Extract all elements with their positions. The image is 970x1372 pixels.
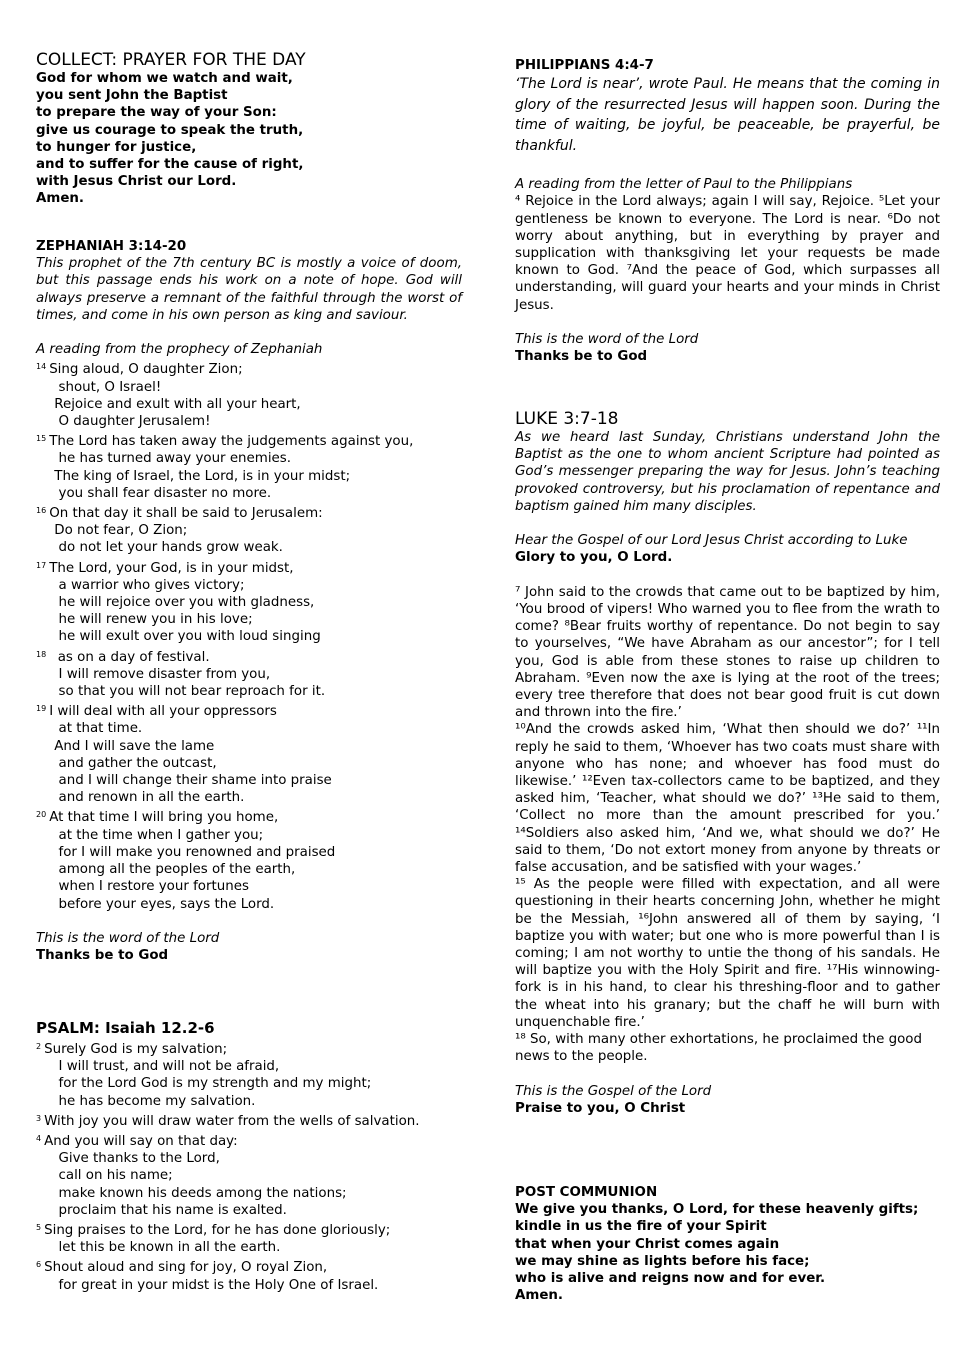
verse-line [36,1093,466,1110]
verse-text: On that day it shall be said to Jerusalem: [49,506,323,522]
verse-line [36,557,462,577]
verse-text: The king of Israel, the Lord, is in your midst; [50,468,351,484]
verse-text: for I will make you renowned and praised [50,844,336,860]
verse-text: he will exult over you with loud singing [50,629,321,645]
zephaniah-intro: This prophet of the 7th century BC is mostly a voice of doom, but this passage ends his work on a note of hope. God will always preserve a remnant of the faithful through the worst of times, and come in his own person as king and saviour. [36,256,462,323]
verse-text: as on a day of festival. [49,649,210,665]
collect-line: you sent John the Baptist [36,88,228,104]
verse-number: 5 [36,1223,42,1233]
luke-reading-response: Glory to you, O Lord. [515,550,673,566]
verse-number: 4 [36,1134,42,1144]
verse-line [36,1110,466,1130]
philippians-section [515,57,940,365]
verse-line [36,430,462,450]
verse-text: proclaim that his name is exalted. [50,1202,287,1218]
post-communion-line: who is alive and reigns now and for ever. [515,1271,826,1287]
verse-line [36,700,462,720]
verse-line [36,1075,466,1092]
zephaniah-response: Thanks be to God [36,948,169,964]
philippians-reading-intro: A reading from the letter of Paul to the Philippians [515,177,853,193]
verse-text: before your eyes, says the Lord. [50,896,275,912]
verse-text: he will rejoice over you with gladness, [50,595,315,611]
verse-line [36,738,462,755]
verse-line [36,450,462,467]
post-communion-section [515,1184,940,1304]
philippians-title: PHILIPPIANS 4:4-7 [515,58,654,73]
verse-text: At that time I will bring you home, [49,810,279,826]
luke-paragraph: ⁷ John said to the crowds that came out to be baptized by him, ‘You brood of vipers! Who warned you to flee from the wrath to come? ⁸Bear fruits worthy of repentance. Do not begin to say to yourselves, “We have Abraham as our ancestor”; for I tell you, God is able from these stones to raise up children to Abraham. ⁹Even now the axe is lying at the root of the trees; every tree therefore that does not bear good fruit is cut down and thrown into the fire.’ [515,584,940,721]
verse-line [36,1239,466,1256]
collect-line: to prepare the way of your Son: [36,105,277,121]
verse-text: And you will say on that day: [44,1134,238,1150]
collect-line: and to suffer for the cause of right, [36,157,304,173]
verse-line [36,1130,466,1150]
post-communion-text [515,1201,940,1304]
verse-line [36,1185,466,1202]
verse-number: 2 [36,1042,42,1051]
verse-text: Rejoice and exult with all your heart, [50,396,301,412]
verse-number: 3 [36,1113,42,1123]
post-communion-line: that when your Christ comes again [515,1236,780,1252]
zephaniah-section [36,238,462,964]
luke-closing: This is the Gospel of the Lord [515,1083,712,1099]
verse-line [36,720,462,737]
verse-text: among all the peoples of the earth, [50,862,296,878]
verse-line [36,413,462,430]
verse-number: 17 [36,560,47,570]
zephaniah-text [36,358,462,912]
zephaniah-title: ZEPHANIAH 3:14-20 [36,239,187,254]
verse-text: let this be known in all the earth. [50,1240,281,1256]
verse-text: and renown in all the earth. [50,790,245,806]
collect-line: to hunger for justice, [36,139,197,155]
verse-line [36,844,462,861]
verse-number: 15 [36,434,47,444]
verse-text: he will renew you in his love; [50,612,253,628]
verse-text: Surely God is my salvation; [44,1042,228,1057]
verse-line [36,485,462,502]
verse-line [36,468,462,485]
collect-line: Amen. [36,191,85,207]
verse-line [36,1167,466,1184]
verse-text: make known his deeds among the nations; [50,1185,347,1201]
verse-text: for the Lord God is my strength and my might; [50,1076,372,1092]
verse-text: The Lord has taken away the judgements against you, [49,434,414,450]
collect-section [36,50,466,208]
verse-text: Shout aloud and sing for joy, O royal Zion, [44,1260,328,1276]
collect-title: COLLECT: PRAYER FOR THE DAY [36,50,306,70]
post-communion-line: We give you thanks, O Lord, for these heavenly gifts; [515,1202,919,1218]
verse-text: call on his name; [50,1168,173,1184]
verse-text: he has become my salvation. [50,1093,256,1109]
verse-line [36,755,462,772]
verse-text: And I will save the lame [50,738,215,754]
verse-text: I will remove disaster from you, [50,666,271,682]
luke-section [515,409,940,1117]
verse-text: shout, O Israel! [50,379,162,395]
philippians-text: ⁴ Rejoice in the Lord always; again I will say, Rejoice. ⁵Let your gentleness be known to everyone. The Lord is near. ⁶Do not worry about anything, but in everything by prayer and supplication with thanksgiving let your requests be made known to God. ⁷And the peace of God, which surpasses all understanding, will guard your hearts and your minds in Christ Jesus. [515,194,940,313]
verse-number: 18 [36,649,47,659]
collect-line: God for whom we watch and wait, [36,71,293,86]
verse-text: and gather the outcast, [50,755,217,771]
psalm-section [36,1019,466,1294]
verse-line [36,1150,466,1167]
verse-line [36,861,462,878]
verse-number: 19 [36,704,47,714]
luke-paragraph: ¹⁰And the crowds asked him, ‘What then should we do?’ ¹¹In reply he said to them, ‘Whoever has two coats must share with anyone who has none; and whoever has food must do likewise.’ ¹²Even tax-collectors came to be baptized, and they asked him, ‘Teacher, what should we do?’ ¹³He said to them, ‘Collect no more than the amount prescribed for you.’ ¹⁴Soldiers also asked him, ‘And we, what should we do?’ He said to them, ‘Do not extort money from anyone by threats or false accusation, and be satisfied with your wages.’ [515,722,940,876]
verse-text: you shall fear disaster no more. [50,485,272,501]
collect-line: with Jesus Christ our Lord. [36,174,237,190]
verse-number: 16 [36,506,47,516]
post-communion-title: POST COMMUNION [515,1185,658,1200]
verse-line [36,502,462,522]
verse-text: I will trust, and will not be afraid, [50,1059,280,1075]
verse-line [36,1219,466,1239]
verse-line [36,628,462,645]
philippians-closing: This is the word of the Lord [515,332,699,348]
verse-line [36,878,462,895]
verse-text: at the time when I gather you; [50,827,264,843]
collect-line: give us courage to speak the truth, [36,122,304,138]
verse-number: 20 [36,810,47,820]
verse-line [36,379,462,396]
verse-line [36,1277,466,1294]
verse-text: Sing praises to the Lord, for he has done gloriously; [44,1223,391,1239]
verse-line [36,539,462,556]
luke-paragraph: ¹⁸ So, with many other exhortations, he proclaimed the good news to the people. [515,1032,922,1065]
verse-line [36,594,462,611]
luke-title: LUKE 3:7-18 [515,409,619,429]
verse-line [36,358,462,378]
verse-line [36,827,462,844]
post-communion-line: Amen. [515,1288,564,1304]
psalm-text [36,1038,466,1294]
philippians-intro: ‘The Lord is near’, wrote Paul. He means that the coming in glory of the resurrected Jesus will happen soon. During the time of waiting, be joyful, be peaceable, be prayerful, be thankful. [515,76,940,154]
verse-number: 6 [36,1260,42,1270]
verse-line [36,666,462,683]
verse-text: at that time. [50,721,143,737]
zephaniah-reading-intro: A reading from the prophecy of Zephaniah [36,342,323,358]
post-communion-line: we may shine as lights before his face; [515,1253,810,1269]
verse-text: The Lord, your God, is in your midst, [49,560,294,576]
verse-number: 14 [36,362,47,372]
luke-intro: As we heard last Sunday, Christians understand John the Baptist as the one to whom ancient Scripture had pointed as God’s messenger preparing the way for Jesus. John’s teaching provoked controversy, but his proclamation of repentance and baptism gained him many disciples. [515,430,940,514]
verse-text: Do not fear, O Zion; [50,523,188,539]
zephaniah-closing: This is the word of the Lord [36,930,220,946]
verse-text: when I restore your fortunes [50,879,249,895]
verse-text: so that you will not bear reproach for it. [50,684,326,700]
verse-line [36,396,462,413]
luke-reading-intro: Hear the Gospel of our Lord Jesus Christ according to Luke [515,533,908,549]
verse-text: Sing aloud, O daughter Zion; [49,362,243,378]
verse-line [36,683,462,700]
philippians-response: Thanks be to God [515,349,648,365]
verse-line [36,789,462,806]
verse-line [36,611,462,628]
verse-line [36,806,462,826]
verse-text: for great in your midst is the Holy One of Israel. [50,1277,379,1293]
verse-line [36,1038,466,1058]
luke-response: Praise to you, O Christ [515,1100,686,1116]
verse-text: I will deal with all your oppressors [49,704,277,720]
verse-text: and I will change their shame into praise [50,773,332,789]
verse-text: With joy you will draw water from the wells of salvation. [44,1113,420,1129]
verse-line [36,646,462,666]
verse-text: a warrior who gives victory; [50,577,245,593]
verse-line [36,577,462,594]
post-communion-line: kindle in us the fire of your Spirit [515,1219,767,1235]
verse-text: O daughter Jerusalem! [50,414,211,430]
verse-line [36,896,462,913]
verse-text: Give thanks to the Lord, [50,1151,220,1167]
verse-line [36,772,462,789]
collect-text [36,70,466,208]
verse-text: do not let your hands grow weak. [50,540,283,556]
verse-line [36,1202,466,1219]
verse-line [36,1058,466,1075]
verse-text: he has turned away your enemies. [50,451,292,467]
verse-line [36,522,462,539]
psalm-title: PSALM: Isaiah 12.2-6 [36,1019,215,1037]
verse-line [36,1256,466,1276]
luke-paragraph: ¹⁵ As the people were filled with expectation, and all were questioning in their hearts concerning John, whether he might be the Messiah, ¹⁶John answered all of them by saying, ‘I baptize you with water; but one who is more powerful than I is coming; I am not worthy to untie the thong of his sandals. He will baptize you with the Holy Spirit and fire. ¹⁷His winnowing-fork is in his hand, to clear his threshing-floor and to gather the wheat into his granary; but the chaff he will burn with unquenchable fire.’ [515,877,940,1030]
